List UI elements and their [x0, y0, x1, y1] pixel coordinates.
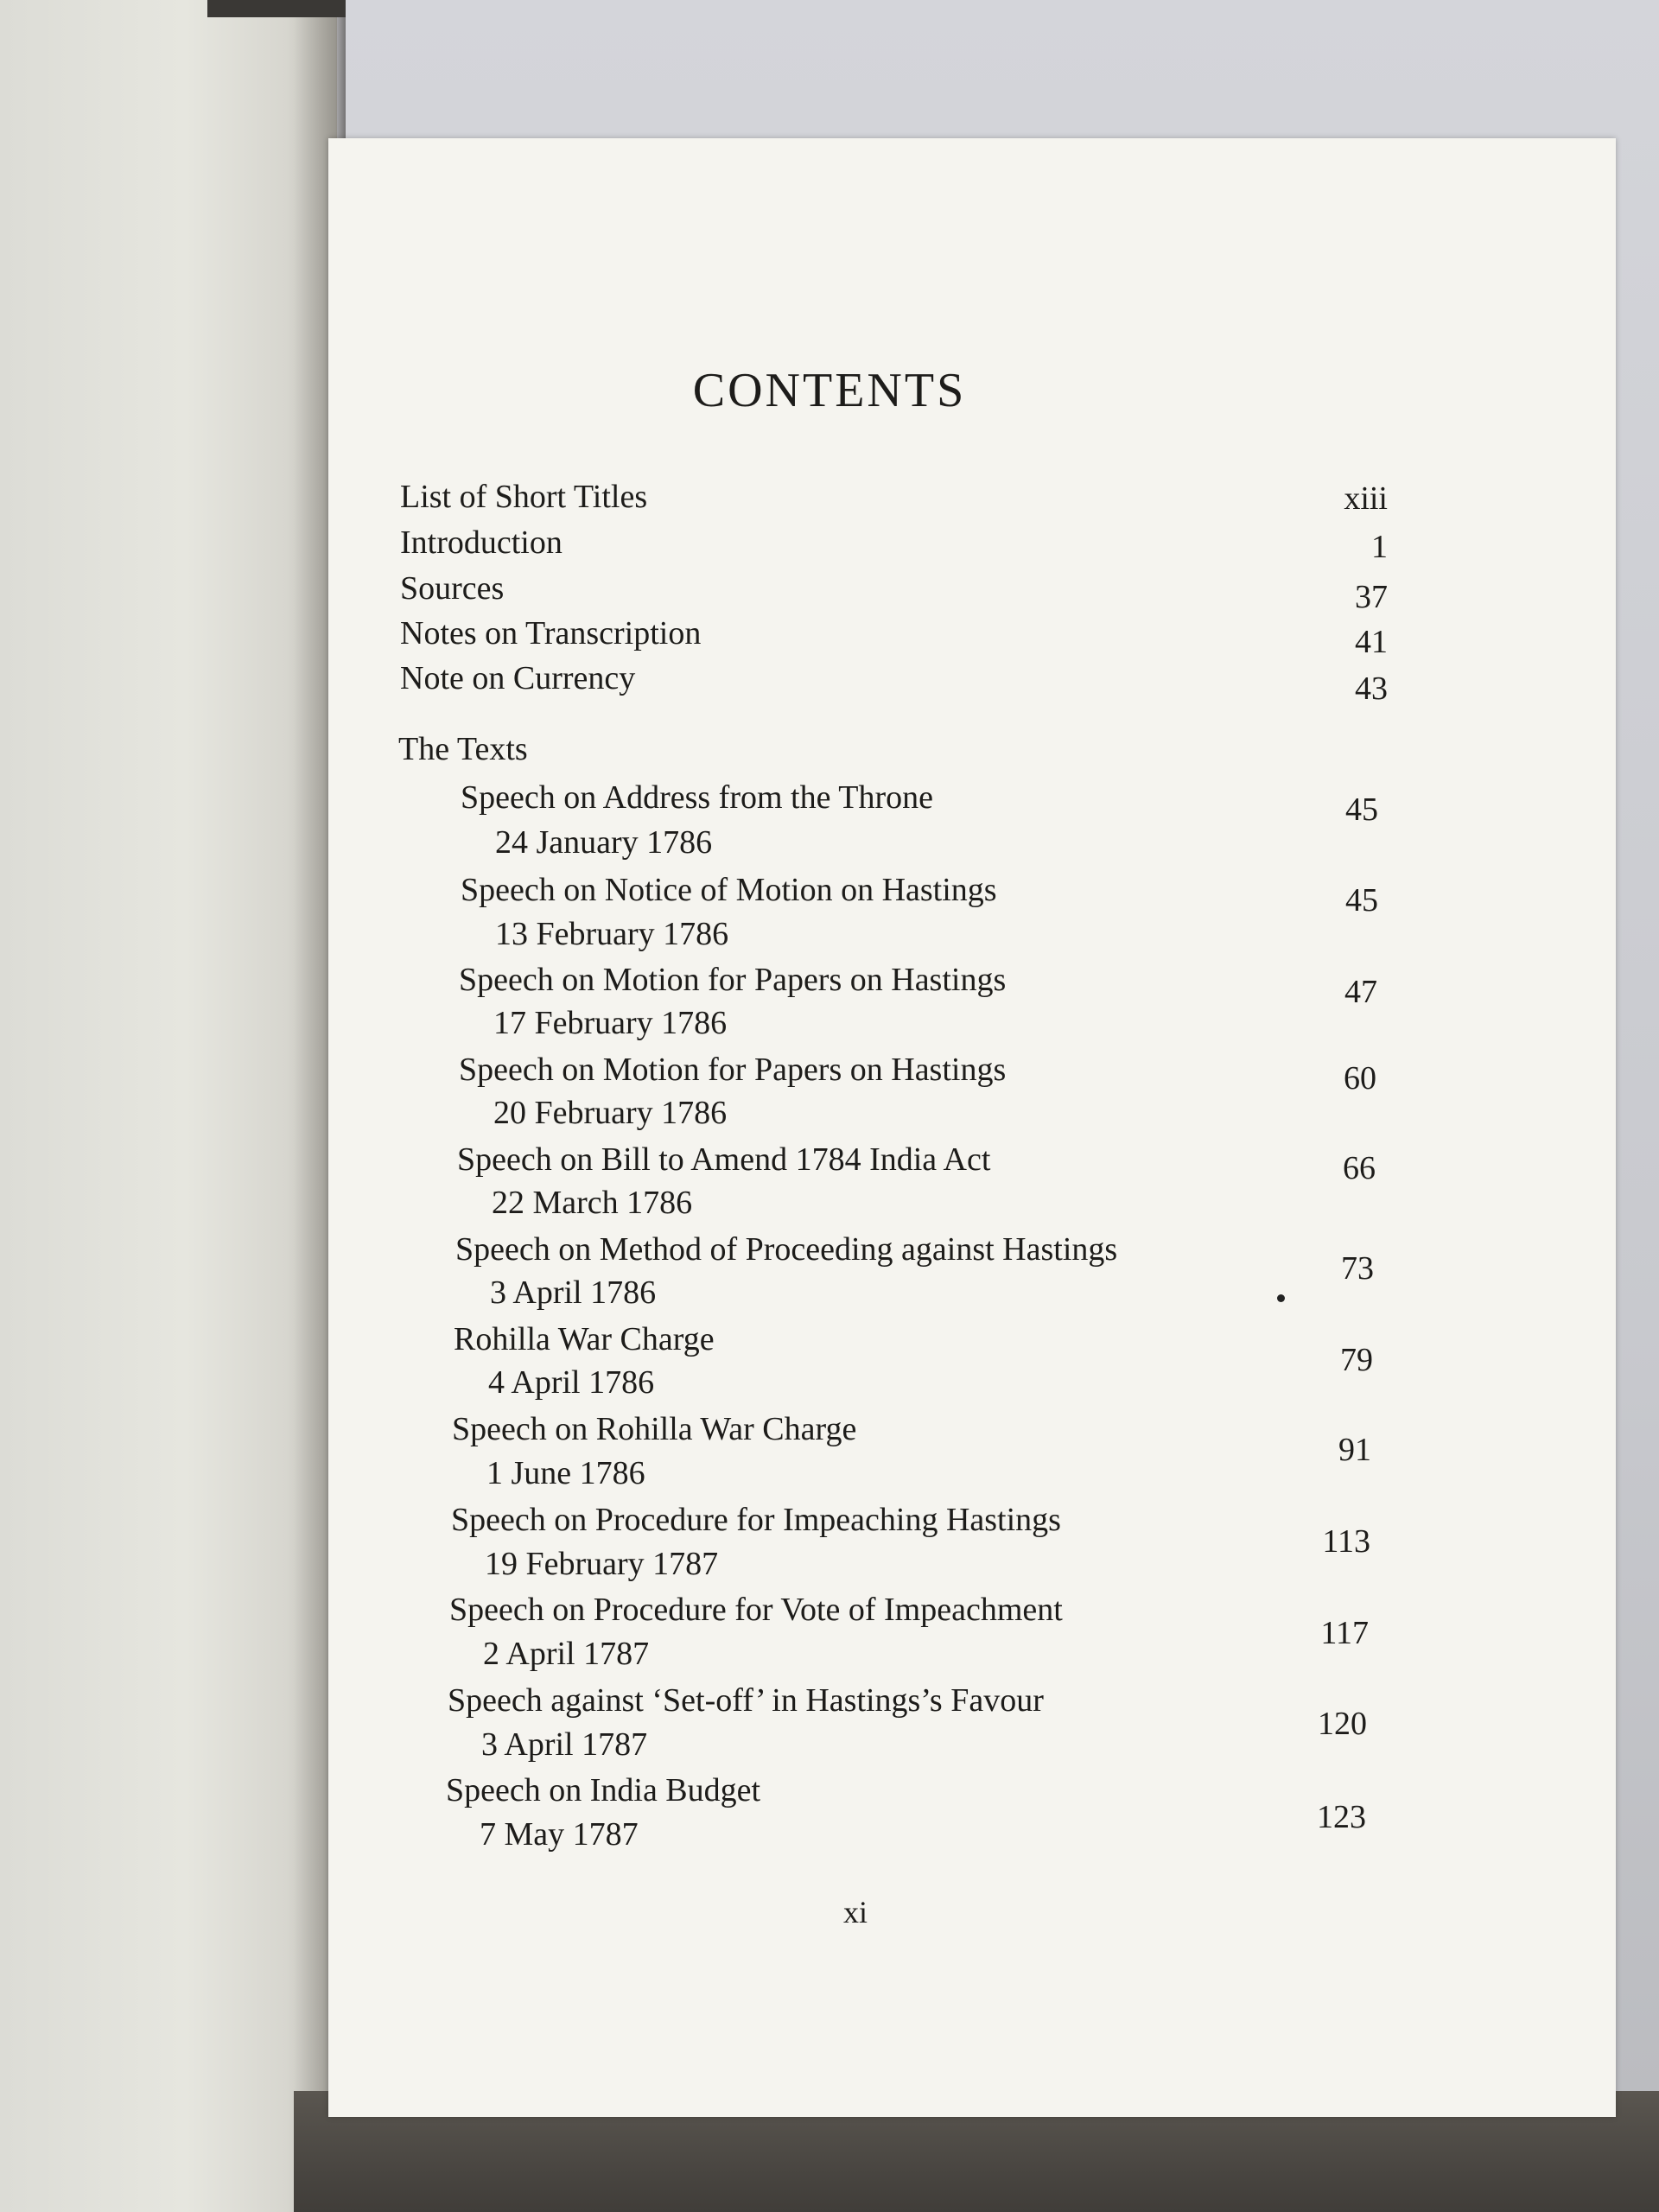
toc-entry-page: 37	[1355, 579, 1388, 615]
toc-entry-date: 22 March 1786	[492, 1185, 693, 1221]
toc-entry-title: Speech against ‘Set-off’ in Hastings’s Favour	[448, 1682, 1044, 1719]
toc-entry-date: 19 February 1787	[485, 1546, 719, 1582]
toc-entry-date: 4 April 1786	[488, 1364, 655, 1401]
toc-entry-page: 43	[1355, 671, 1388, 707]
toc-entry-date: 17 February 1786	[493, 1005, 728, 1041]
toc-entry-date: 2 April 1787	[483, 1636, 650, 1672]
section-heading: The Texts	[398, 731, 528, 767]
toc-entry-title: Speech on Motion for Papers on Hastings	[459, 1052, 1007, 1088]
toc-entry-title: Speech on Procedure for Impeaching Hastings	[451, 1502, 1061, 1538]
toc-entry-date: 3 April 1786	[490, 1274, 657, 1311]
toc-entry-date: 13 February 1786	[495, 916, 729, 952]
toc-entry-title: Notes on Transcription	[400, 615, 702, 652]
toc-entry-date: 20 February 1786	[493, 1095, 728, 1131]
toc-entry-page: 66	[1343, 1150, 1376, 1186]
toc-entry-page: 123	[1317, 1799, 1366, 1835]
toc-entry-page: 45	[1345, 791, 1378, 828]
toc-entry-title: Speech on Notice of Motion on Hastings	[461, 872, 997, 908]
toc-entry-page: 1	[1371, 529, 1388, 565]
toc-entry-title: List of Short Titles	[400, 479, 648, 515]
toc-entry-title: Speech on Bill to Amend 1784 India Act	[457, 1141, 991, 1178]
toc-entry-title: Speech on Address from the Throne	[461, 779, 934, 816]
toc-entry-page: 45	[1345, 882, 1378, 918]
toc-entry-page: 91	[1338, 1432, 1371, 1468]
toc-entry-date: 3 April 1787	[481, 1726, 648, 1763]
toc-entry-page: 117	[1320, 1615, 1369, 1651]
toc-entry-title: Note on Currency	[400, 660, 636, 696]
toc-entry-page: 113	[1322, 1523, 1370, 1560]
toc-entry-title: Sources	[400, 570, 505, 607]
toc-entry-date: 24 January 1786	[495, 824, 713, 861]
toc-entry-page: xiii	[1344, 480, 1388, 517]
toc-entry-title: Speech on Procedure for Vote of Impeachment	[449, 1592, 1063, 1628]
page-number: xi	[842, 1895, 868, 1929]
ink-speck	[1277, 1294, 1285, 1302]
toc-entry-title: Speech on Method of Proceeding against Hastings	[455, 1231, 1118, 1268]
toc-entry-date: 1 June 1786	[486, 1455, 645, 1491]
toc-entry-title: Introduction	[400, 524, 563, 561]
toc-entry-page: 41	[1355, 624, 1388, 660]
toc-entry-title: Speech on Motion for Papers on Hastings	[459, 962, 1007, 998]
page-title: CONTENTS	[692, 364, 967, 417]
toc-entry-page: 79	[1340, 1342, 1373, 1378]
toc-entry-title: Speech on India Budget	[446, 1772, 761, 1808]
toc-entry-date: 7 May 1787	[480, 1816, 639, 1853]
toc-entry-title: Speech on Rohilla War Charge	[452, 1411, 857, 1447]
toc-entry-page: 60	[1344, 1060, 1376, 1096]
toc-entry-title: Rohilla War Charge	[454, 1321, 715, 1357]
toc-entry-page: 120	[1318, 1706, 1367, 1742]
toc-entry-page: 73	[1341, 1250, 1374, 1287]
toc-entry-page: 47	[1344, 974, 1377, 1010]
